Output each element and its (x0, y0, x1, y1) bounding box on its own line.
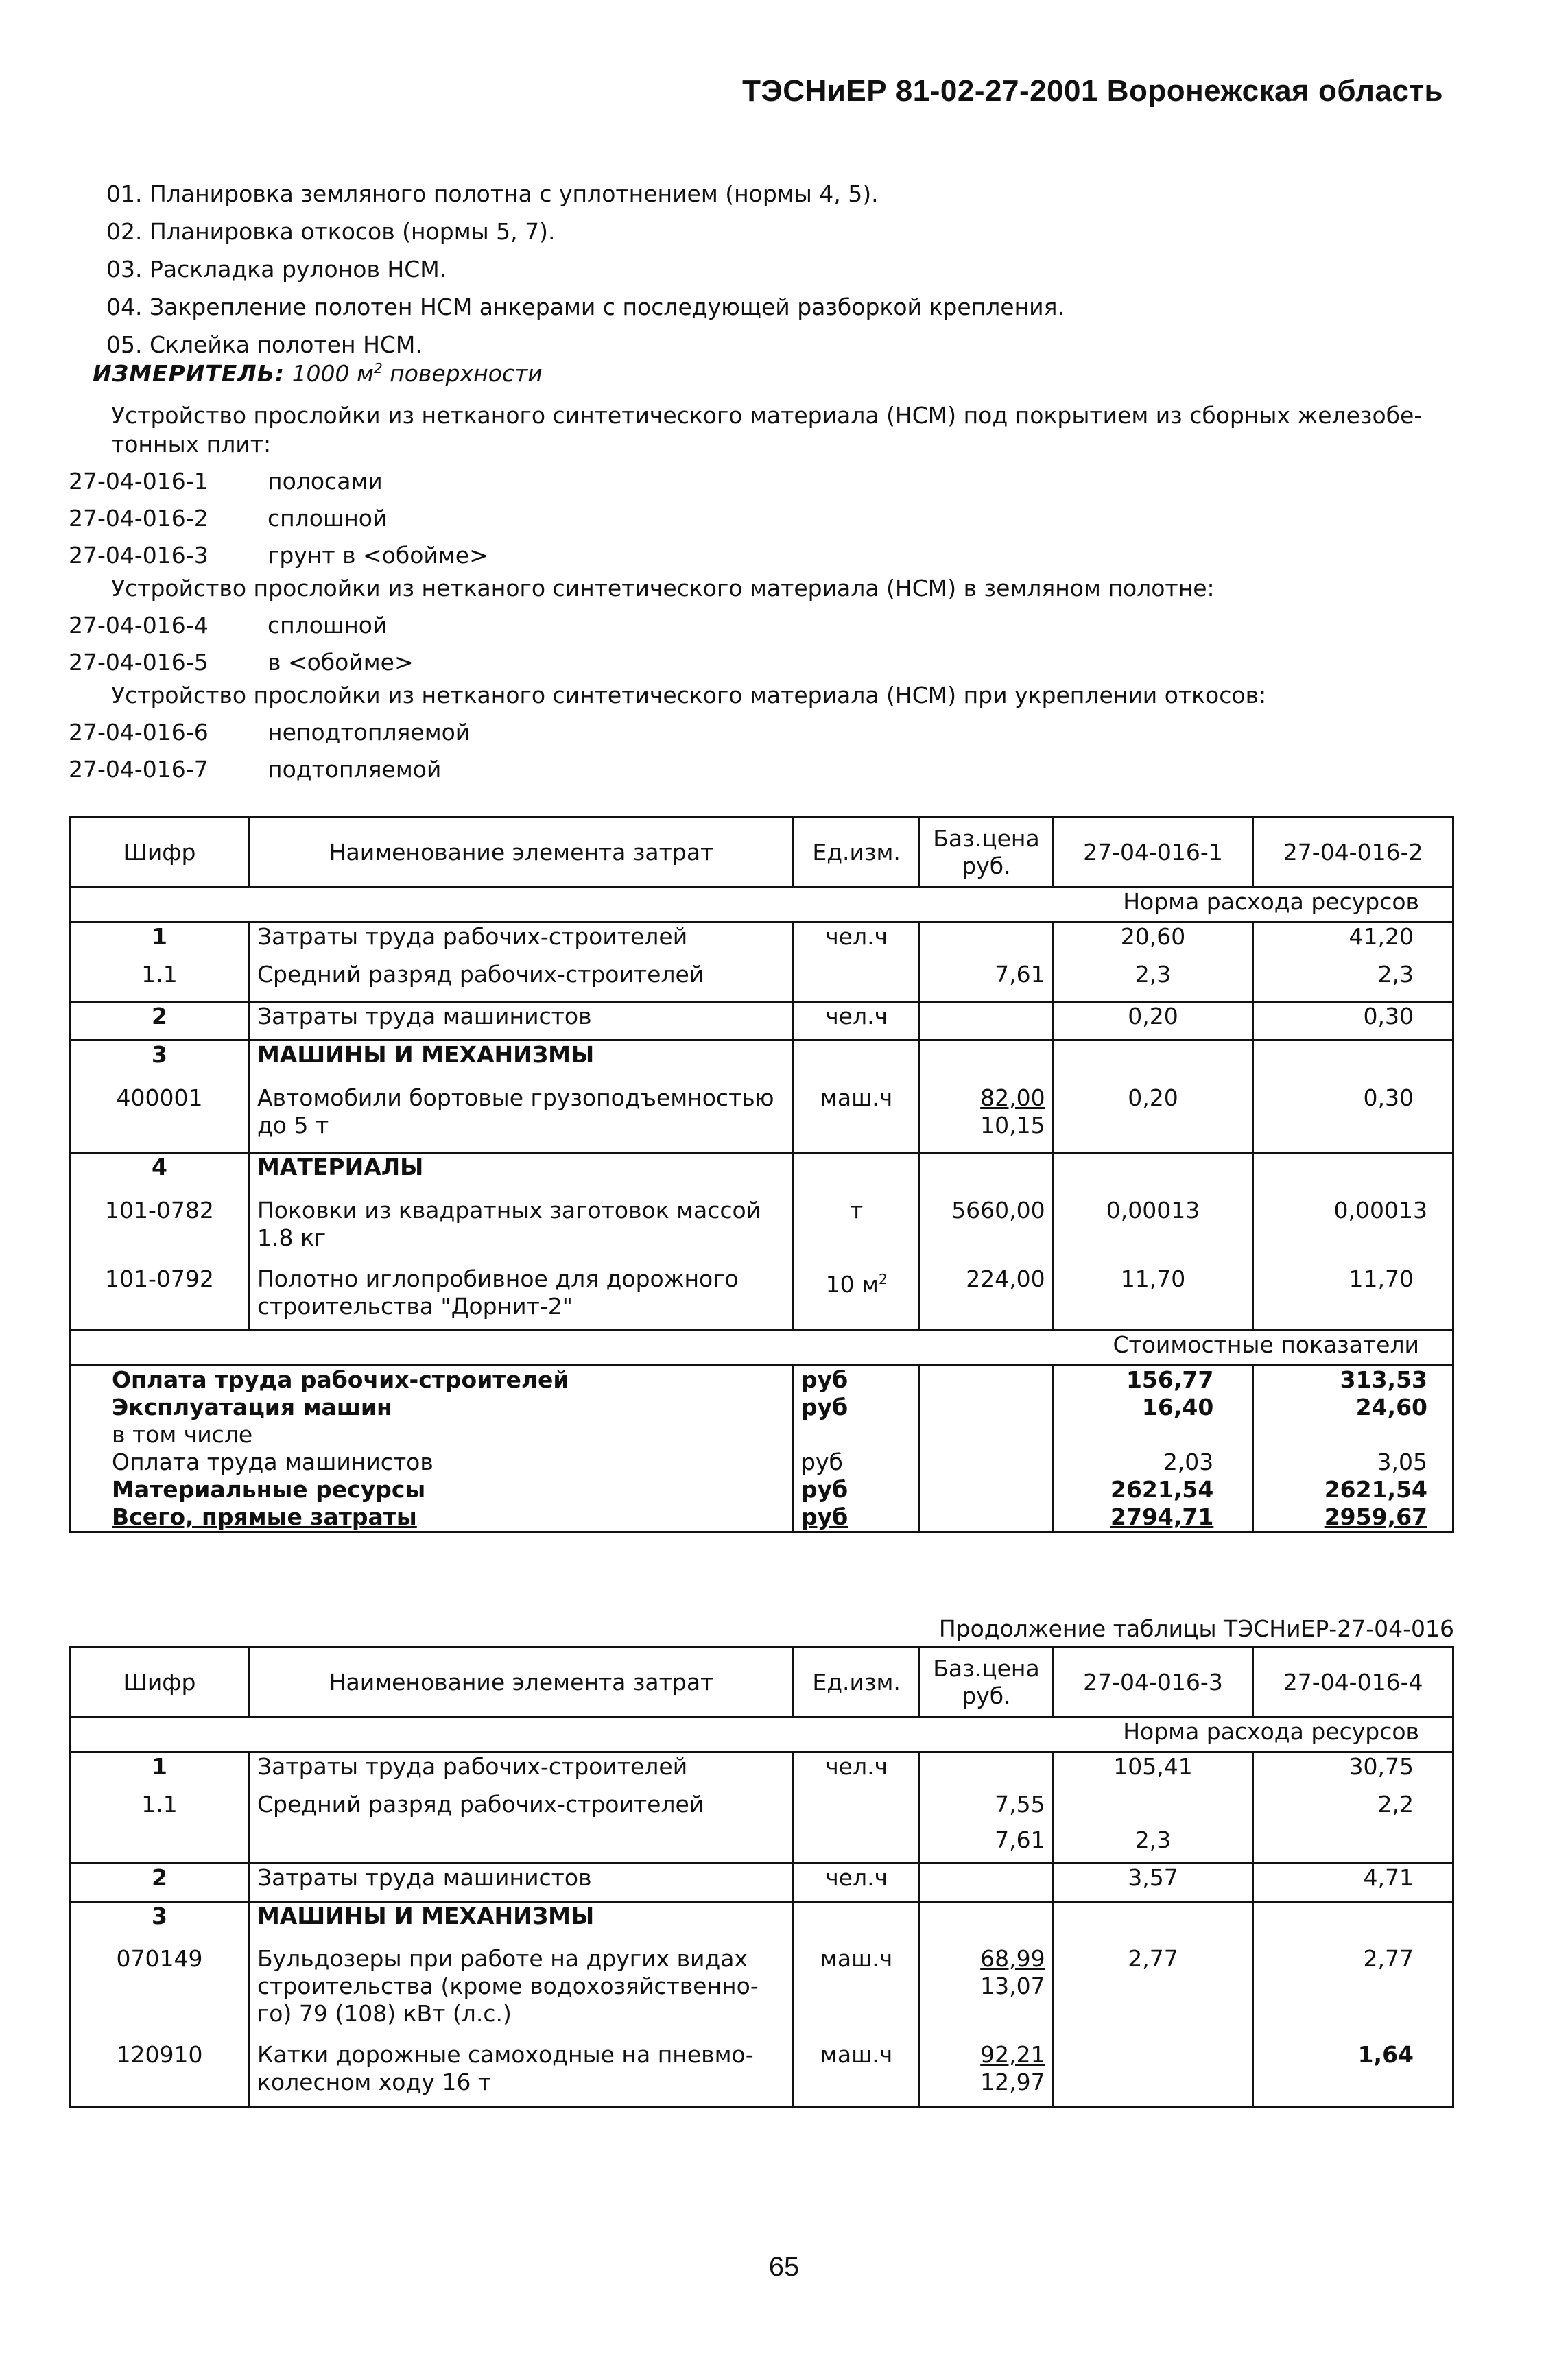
cost-empty (920, 1476, 1053, 1503)
row-name: Средний разряд рабочих-строителей (249, 961, 793, 1002)
section-title: МАТЕРИАЛЫ (249, 1153, 793, 1197)
row-name: Полотно иглопробивное для дорожного строительства "Дорнит-2" (249, 1265, 793, 1331)
header-col2: 27-04-016-2 (1253, 818, 1453, 888)
row-price: 5660,00 (920, 1197, 1053, 1265)
price-a: 7,55 (995, 1790, 1045, 1818)
row-code: 101-0792 (70, 1265, 250, 1331)
row-v2: 0,00013 (1253, 1197, 1453, 1265)
section-title: МАШИНЫ И МЕХАНИЗМЫ (249, 1901, 793, 1945)
row-code: 070149 (70, 1945, 250, 2041)
row-v2: 0,30 (1253, 1084, 1453, 1153)
cost-name: в том числе (70, 1421, 794, 1449)
price-b: 7,61 (995, 1826, 1045, 1853)
row-name: Бульдозеры при работе на других видах строительства (кроме водохозяйственно-го) 79 (108) кВт (л.с.) (249, 1945, 793, 2041)
variant-row (69, 607, 1454, 644)
row-code: 2 (70, 1002, 250, 1040)
variant-code: 27-04-016-1 (69, 468, 209, 495)
row-name: Затраты труда рабочих-строителей (249, 923, 793, 961)
row-name: Автомобили бортовые грузоподъемностью до 5 т (249, 1084, 793, 1153)
header-col1: 27-04-016-3 (1053, 1647, 1253, 1717)
row-price (920, 1791, 1053, 1864)
operations-list (106, 175, 1065, 364)
operation-item: 03. Раскладка рулонов НСМ. (106, 256, 447, 283)
row-unit (794, 1265, 920, 1331)
row-v1-text: 2,3 (1135, 1826, 1172, 1853)
measure-label: ИЗМЕРИТЕЛЬ: (93, 360, 285, 387)
variant-code: 27-04-016-5 (69, 649, 209, 676)
cost-empty (920, 1421, 1053, 1449)
cost-row (70, 1394, 1453, 1421)
row-price: 7,61 (920, 961, 1053, 1002)
row-v1: 2,77 (1053, 1945, 1253, 2041)
row-unit (794, 961, 920, 1002)
cost-v1 (1053, 1421, 1253, 1449)
variant-code: 27-04-016-2 (69, 505, 209, 532)
cost-v1: 16,40 (1053, 1394, 1253, 1421)
section-code: 3 (70, 1901, 250, 1945)
variant-code: 27-04-016-3 (69, 542, 209, 569)
cost-v2: 2621,54 (1253, 1476, 1453, 1503)
row-v2: 2,77 (1253, 1945, 1453, 2041)
row-v2: 30,75 (1253, 1752, 1453, 1791)
row-price (920, 1084, 1053, 1153)
cost-unit: руб (794, 1366, 920, 1394)
cost-unit: руб (794, 1394, 920, 1421)
variant-row (69, 463, 1454, 500)
row-price (920, 1945, 1053, 2041)
row-v1: 11,70 (1053, 1265, 1253, 1331)
row-v2: 41,20 (1253, 923, 1453, 961)
row-code: 120910 (70, 2041, 250, 2107)
cost-unit: руб (794, 1449, 920, 1476)
variant-row (69, 714, 1454, 751)
group-title: Устройство прослойки из нетканого синтетического материала (НСМ) при укреплении откосов: (111, 682, 1267, 709)
row-v1 (1053, 1791, 1253, 1864)
variants-list (69, 401, 1454, 788)
row-unit: маш.ч (794, 1945, 920, 2041)
header-code: Шифр (70, 1647, 250, 1717)
row-unit: чел.ч (794, 1752, 920, 1791)
document-header: ТЭСНиЕР 81-02-27-2001 Воронежская область (742, 74, 1443, 108)
row-unit: маш.ч (794, 1084, 920, 1153)
variant-name: подтопляемой (268, 756, 442, 783)
cost-unit (794, 1421, 920, 1449)
group-title: Устройство прослойки из нетканого синтетического материала (НСМ) в земляном полотне: (111, 575, 1215, 602)
resource-table-1 (69, 816, 1454, 1533)
price-top: 82,00 (980, 1084, 1045, 1111)
row-v2: 2,2 (1253, 1791, 1453, 1864)
price-top: 68,99 (980, 1945, 1045, 1972)
norm-label: Норма расхода ресурсов (70, 1717, 1453, 1752)
cost-label: Стоимостные показатели (70, 1331, 1453, 1366)
unit-sup: 2 (878, 1270, 888, 1287)
unit-text: 10 м (825, 1270, 879, 1298)
price-top: 92,21 (980, 2041, 1045, 2068)
cost-v2: 2959,67 (1253, 1503, 1453, 1532)
cost-v2: 24,60 (1253, 1394, 1453, 1421)
row-code: 101-0782 (70, 1197, 250, 1265)
cost-unit: руб (794, 1503, 920, 1532)
row-name: Поковки из квадратных заготовок массой 1.8 кг (249, 1197, 793, 1265)
cost-empty (920, 1394, 1053, 1421)
variant-row (69, 751, 1454, 788)
section-title: МАШИНЫ И МЕХАНИЗМЫ (249, 1040, 793, 1084)
variant-name: в <обойме> (268, 649, 414, 676)
variant-name: полосами (268, 468, 383, 495)
cost-name: Эксплуатация машин (70, 1394, 794, 1421)
cost-v2: 3,05 (1253, 1449, 1453, 1476)
price-bottom: 13,07 (980, 1973, 1045, 1999)
measure-line (93, 360, 543, 387)
row-name: Затраты труда машинистов (249, 1863, 793, 1901)
variant-name: сплошной (268, 612, 388, 639)
row-name: Средний разряд рабочих-строителей (249, 1791, 793, 1864)
row-price (920, 923, 1053, 961)
operation-item: 04. Закрепление полотен НСМ анкерами с последующей разборкой крепления. (106, 294, 1065, 320)
row-name: Катки дорожные самоходные на пневмо-колесном ходу 16 т (249, 2041, 793, 2107)
row-v2: 1,64 (1253, 2041, 1453, 2107)
variant-name: неподтопляемой (268, 719, 471, 746)
operation-item: 05. Склейка полотен НСМ. (106, 331, 423, 358)
cost-empty (920, 1366, 1053, 1394)
row-code: 1 (70, 923, 250, 961)
operation-item: 02. Планировка откосов (нормы 5, 7). (106, 218, 556, 245)
variant-row (69, 500, 1454, 537)
variant-code: 27-04-016-4 (69, 612, 209, 639)
row-name: Затраты труда рабочих-строителей (249, 1752, 793, 1791)
page-number: 65 (768, 2252, 800, 2282)
row-v2: 11,70 (1253, 1265, 1453, 1331)
header-col2: 27-04-016-4 (1253, 1647, 1453, 1717)
row-v1: 0,00013 (1053, 1197, 1253, 1265)
group-title: Устройство прослойки из нетканого синтетического материала (НСМ) под покрытием из сборных железобе-тонных плит: (111, 402, 1423, 457)
row-code: 1.1 (70, 961, 250, 1002)
row-v1: 3,57 (1053, 1863, 1253, 1901)
cost-v2 (1253, 1421, 1453, 1449)
cost-name: Оплата труда машинистов (70, 1449, 794, 1476)
resource-table-2 (69, 1646, 1454, 2108)
header-unit: Ед.изм. (794, 1647, 920, 1717)
row-v1: 105,41 (1053, 1752, 1253, 1791)
price-bottom: 12,97 (980, 2069, 1045, 2095)
row-code: 2 (70, 1863, 250, 1901)
cost-row (70, 1476, 1453, 1503)
cost-unit: руб (794, 1476, 920, 1503)
variant-name: грунт в <обойме> (268, 542, 488, 569)
row-code: 1.1 (70, 1791, 250, 1864)
row-v1 (1053, 2041, 1253, 2107)
row-v2: 4,71 (1253, 1863, 1453, 1901)
measure-suffix: поверхности (382, 360, 543, 387)
cost-row (70, 1449, 1453, 1476)
cost-empty (920, 1449, 1053, 1476)
row-v1: 0,20 (1053, 1084, 1253, 1153)
row-v1: 20,60 (1053, 923, 1253, 961)
table-caption: Продолжение таблицы ТЭСНиЕР-27-04-016 (938, 1615, 1454, 1642)
row-price (920, 1002, 1053, 1040)
row-unit: маш.ч (794, 2041, 920, 2107)
cost-row (70, 1503, 1453, 1532)
price-bottom: 10,15 (980, 1111, 1045, 1139)
header-price: Баз.цена руб. (920, 1647, 1053, 1717)
variant-code: 27-04-016-6 (69, 719, 209, 746)
header-unit: Ед.изм. (794, 818, 920, 888)
variant-name: сплошной (268, 505, 388, 532)
cost-v1: 156,77 (1053, 1366, 1253, 1394)
section-code: 3 (70, 1040, 250, 1084)
cost-row (70, 1366, 1453, 1394)
cost-v1: 2621,54 (1053, 1476, 1253, 1503)
header-col1: 27-04-016-1 (1053, 818, 1253, 888)
cost-row (70, 1421, 1453, 1449)
section-code: 4 (70, 1153, 250, 1197)
cost-name: Всего, прямые затраты (70, 1503, 794, 1532)
cost-v2: 313,53 (1253, 1366, 1453, 1394)
cost-v1: 2,03 (1053, 1449, 1253, 1476)
header-code: Шифр (70, 818, 250, 888)
row-name: Затраты труда машинистов (249, 1002, 793, 1040)
operation-item: 01. Планировка земляного полотна с уплотнением (нормы 4, 5). (106, 180, 879, 207)
row-unit: т (794, 1197, 920, 1265)
row-unit: чел.ч (794, 923, 920, 961)
row-price (920, 2041, 1053, 2107)
row-code: 400001 (70, 1084, 250, 1153)
row-unit: чел.ч (794, 1002, 920, 1040)
row-v1: 2,3 (1053, 961, 1253, 1002)
header-name: Наименование элемента затрат (249, 1647, 793, 1717)
cost-name: Материальные ресурсы (70, 1476, 794, 1503)
row-v2: 2,3 (1253, 961, 1453, 1002)
row-v1: 0,20 (1053, 1002, 1253, 1040)
cost-name: Оплата труда рабочих-строителей (70, 1366, 794, 1394)
row-v2: 0,30 (1253, 1002, 1453, 1040)
cost-empty (920, 1503, 1053, 1532)
row-code: 1 (70, 1752, 250, 1791)
header-price: Баз.цена руб. (920, 818, 1053, 888)
header-name: Наименование элемента затрат (249, 818, 793, 888)
variant-row (69, 644, 1454, 681)
row-price: 224,00 (920, 1265, 1053, 1331)
norm-label: Норма расхода ресурсов (70, 888, 1453, 923)
variant-row (69, 537, 1454, 574)
measure-sup: 2 (373, 360, 383, 377)
variant-code: 27-04-016-7 (69, 756, 209, 783)
row-unit: чел.ч (794, 1863, 920, 1901)
measure-value: 1000 м (292, 360, 374, 387)
cost-v1: 2794,71 (1053, 1503, 1253, 1532)
